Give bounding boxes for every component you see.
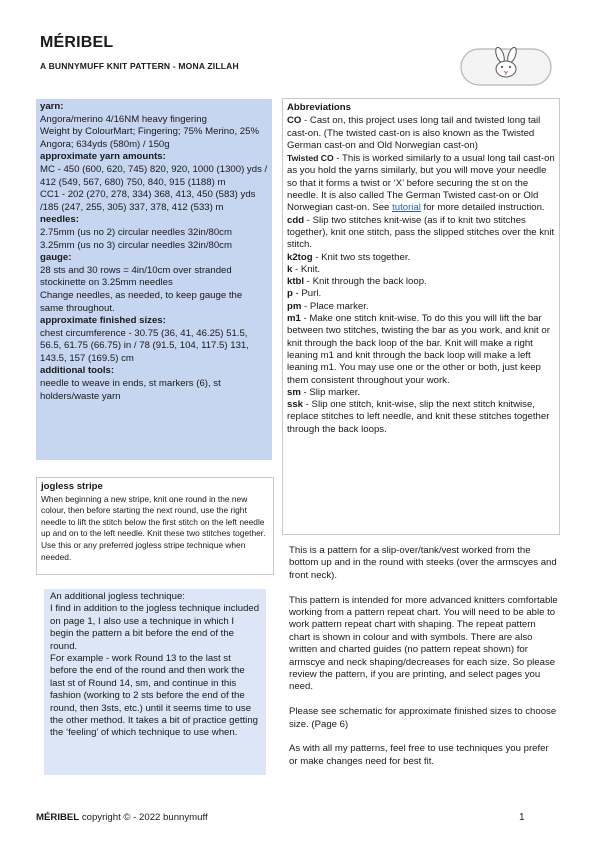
page-title: MÉRIBEL	[40, 34, 114, 51]
abbr-def: - Knit.	[292, 263, 321, 275]
abbr-def: - Knit through the back loop.	[304, 276, 427, 288]
abbr-def: - Place marker.	[301, 300, 369, 312]
jogless-heading: jogless stripe	[41, 481, 103, 492]
abbr-def: - Slip marker.	[300, 386, 361, 398]
description-paragraph: This pattern is intended for more advanced knitters comfortable working from a pattern repeat chart. You will need to be able to work pattern repeat chart with shaping. The repeat pattern chart is shown in colour and with symbols. There are also written and charted guides (no pattern repeat shown) for armscye and neck shaping/decreases for each size. So please review the pattern, if you are printing, and select pages you need.	[289, 594, 558, 693]
abbr-entry-p	[287, 288, 555, 300]
yarn-amount-mc: MC - 450 (600, 620, 745) 820, 920, 1000 (1300) yds / 412 (549, 567, 680) 750, 840, 915 (1188) m	[40, 163, 268, 188]
yarn-amounts-heading: approximate yarn amounts:	[40, 151, 166, 163]
abbr-term: CO	[287, 115, 302, 127]
footer-copyright-text: copyright © - 2022 bunnymuff	[79, 812, 208, 823]
yarn-line: Angora/merino 4/16NM heavy fingering	[40, 113, 207, 125]
abbr-def: - Make one stitch knit-wise. To do this you will lift the bar between two stitches, twisting the bar as you work, and knit or knit through the back loop of the bar. Knit will make a right leaning m1 and knit through the back loop will make a left leaning m1. You may use one or the other or both, just keep them consistent throughout your work.	[287, 313, 550, 386]
abbr-def: for more detailed instruction.	[420, 202, 545, 214]
abbr-entry-sm	[287, 387, 555, 399]
abbr-def: - This is worked similarly to a usual long tail cast-on as you hold the yarns similarly, but you will move your needle so that it forms a twist or ‘X’ before securing the st on the needle. It is also called The German Twisted cast-on or Old Norwegian cast-on. See	[287, 153, 555, 214]
yarn-amount-cc1: CC1 - 202 (270, 278, 334) 368, 413, 450 (583) yds /185 (247, 255, 305) 337, 378, 412 (533) m	[40, 189, 256, 213]
abbr-def: - Cast on, this project uses long tail and twisted long tail cast-on. (The twisted cast-on is also known as the Twisted German cast-on and Old Norwegian cast-on)	[287, 115, 541, 151]
abbr-entry-pm	[287, 301, 555, 313]
tutorial-link[interactable]: tutorial	[392, 202, 421, 214]
abbr-entry-ktbl	[287, 276, 555, 288]
page-subtitle: A BUNNYMUFF KNIT PATTERN - MONA ZILLAH	[40, 61, 239, 71]
abbr-entry-k2tog	[287, 252, 555, 264]
needles-heading: needles:	[40, 214, 79, 226]
abbr-term: p	[287, 288, 293, 300]
abbreviations-heading: Abbreviations	[287, 102, 351, 113]
footer-copyright	[36, 812, 208, 823]
abbr-term: m1	[287, 313, 301, 325]
needle-line: 3.25mm (us no 3) circular needles 32in/80cm	[40, 239, 232, 251]
description-paragraph: This is a pattern for a slip-over/tank/vest worked from the bottom up and in the round with steeks (over the armscyes and front neck).	[289, 545, 557, 581]
abbr-entry-ssk	[287, 399, 555, 436]
gauge-heading: gauge:	[40, 252, 72, 264]
tools-line: needle to weave in ends, st markers (6), st holders/waste yarn	[40, 378, 221, 402]
abbr-def: - Knit two sts together.	[312, 251, 411, 263]
abbr-def: - Slip two stitches knit-wise (as if to knit two stitches together), knit one stitch, pass the slipped stitches over the knit stitch.	[287, 214, 555, 251]
pattern-description	[289, 545, 559, 781]
description-paragraph: As with all my patterns, feel free to use techniques you prefer or make changes need for best fit.	[289, 743, 549, 767]
additional-jogless-box	[44, 589, 266, 775]
additional-paragraph: I find in addition to the jogless technique included on page 1, I also use a technique in which I begin the pattern a bit before the end of the round.	[50, 603, 260, 652]
abbr-term: cdd	[287, 214, 305, 226]
tools-heading: additional tools:	[40, 365, 115, 377]
page-number: 1	[519, 812, 525, 823]
abbr-term: pm	[287, 300, 302, 312]
yarn-heading: yarn:	[40, 101, 64, 112]
abbr-term: Twisted CO	[287, 153, 334, 164]
abbr-term: ktbl	[287, 276, 305, 288]
abbr-term: k2tog	[287, 251, 313, 263]
abbr-term: ssk	[287, 399, 304, 411]
yarn-line: Weight by ColourMart; Fingering; 75% Merino, 25% Angora; 634yds (580m) / 150g	[40, 126, 259, 150]
abbreviations-box	[282, 98, 560, 535]
gauge-line: 28 sts and 30 rows = 4in/10cm over stranded stockinette on 3.25mm needles	[40, 264, 232, 289]
additional-paragraph: For example - work Round 13 to the last st before the end of the round and then work the last st of Round 14, sm, and continue in this fashion (working to 2 sts before the end of the round, then 3sts, etc.) until it seems time to use the other method. It takes a bit of practice getting the ‘feeling’ of which technique to use when.	[50, 653, 258, 739]
abbr-entry-m1	[287, 313, 555, 387]
abbr-entry-co	[287, 115, 555, 152]
sizes-heading: approximate finished sizes:	[40, 315, 166, 327]
jogless-body: When beginning a new stripe, knit one round in the new colour, then before starting the next round, use the right needle to lift the stitch below the first stitch on the left needle up and on to the left needle. Knit these two stitches together. Use this or any preferred jogless stripe technique when needed.	[41, 493, 266, 562]
footer-brand: MÉRIBEL	[36, 812, 80, 823]
abbr-entry-cdd	[287, 215, 555, 252]
abbr-def: - Purl.	[292, 288, 322, 300]
gauge-line: Change needles, as needed, to keep gauge the same throughout.	[40, 289, 243, 314]
jogless-stripe-box	[36, 477, 274, 575]
sizes-line: chest circumference - 30.75 (36, 41, 46.25) 51.5, 56.5, 61.75 (66.75) in / 78 (91.5, 104, 117.5) 131, 143.5, 157 (169.5) cm	[40, 327, 249, 364]
needle-line: 2.75mm (us no 2) circular needles 32in/80cm	[40, 226, 232, 238]
yarn-info-box	[36, 99, 272, 460]
abbr-entry-twisted-co	[287, 152, 555, 214]
abbr-def: - Slip one stitch, knit-wise, slip the next stitch knitwise, replace stitches to left needle, and knit these stitches together through the back loops.	[287, 399, 550, 435]
abbr-term: k	[287, 263, 293, 275]
bunny-logo-icon	[460, 45, 552, 87]
abbr-term: sm	[287, 386, 301, 398]
abbr-entry-k	[287, 264, 555, 276]
description-paragraph: Please see schematic for approximate finished sizes to choose size. (Page 6)	[289, 706, 557, 730]
additional-title: An additional jogless technique:	[50, 591, 185, 602]
